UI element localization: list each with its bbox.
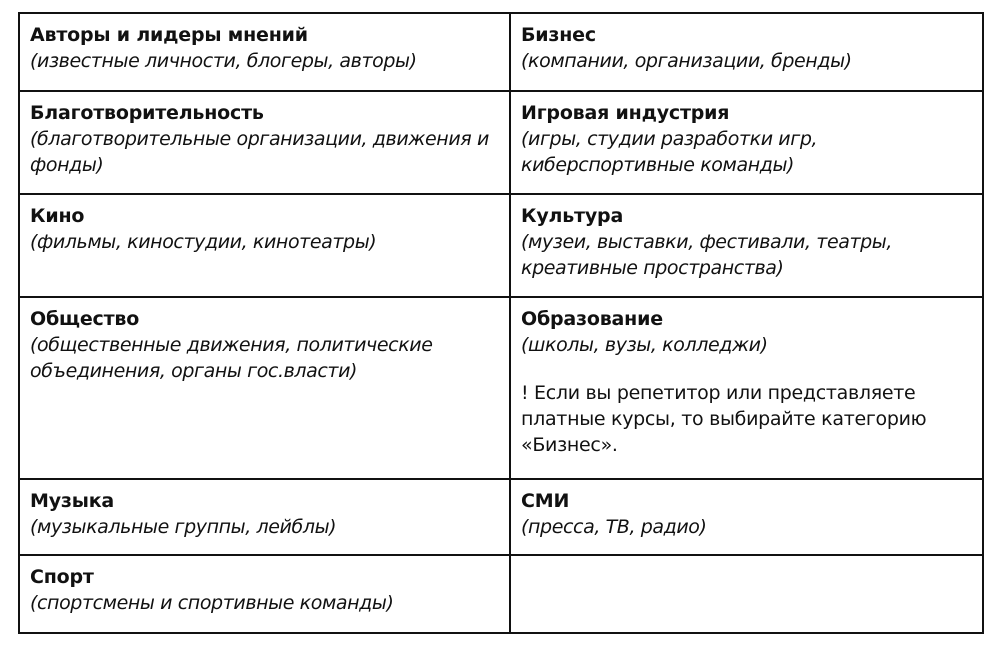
category-description: (спортсмены и спортивные команды) [30, 592, 394, 614]
category-description: (фильмы, киностудии, кинотеатры) [30, 231, 377, 253]
category-description: (компании, организации, бренды) [521, 50, 852, 72]
category-description: (благотворительные организации, движения и фонды) [30, 128, 489, 176]
category-cell [510, 194, 983, 297]
table-row [19, 194, 983, 297]
category-description: (известные личности, блогеры, авторы) [30, 50, 417, 72]
table-row [19, 91, 983, 194]
category-cell [510, 13, 983, 91]
category-title: Авторы и лидеры мнений [30, 24, 308, 46]
category-title: Благотворительность [30, 102, 264, 124]
category-cell [19, 479, 510, 555]
table-row [19, 479, 983, 555]
category-description: (пресса, ТВ, радио) [521, 516, 707, 538]
category-cell [510, 91, 983, 194]
category-title: Культура [521, 205, 624, 227]
table-row [19, 13, 983, 91]
category-description: (общественные движения, политические объединения, органы гос.власти) [30, 334, 433, 382]
category-cell [510, 479, 983, 555]
category-description: (игры, студии разработки игр, киберспортивные команды) [521, 128, 818, 176]
table-row [19, 555, 983, 633]
category-title: СМИ [521, 490, 570, 512]
category-title: Игровая индустрия [521, 102, 730, 124]
category-cell [19, 13, 510, 91]
category-title: Кино [30, 205, 85, 227]
category-note: ! Если вы репетитор или представляете платные курсы, то выбирайте категорию «Бизнес». [521, 382, 927, 456]
category-title: Общество [30, 308, 140, 330]
category-cell [510, 297, 983, 479]
categories-table [18, 12, 984, 634]
category-description: (школы, вузы, колледжи) [521, 334, 768, 356]
category-title: Бизнес [521, 24, 596, 46]
category-title: Образование [521, 308, 663, 330]
empty-cell [510, 555, 983, 633]
category-description: (музеи, выставки, фестивали, театры, креативные пространства) [521, 231, 893, 279]
category-cell [19, 91, 510, 194]
category-title: Спорт [30, 566, 94, 588]
category-description: (музыкальные группы, лейблы) [30, 516, 337, 538]
category-cell [19, 555, 510, 633]
category-cell [19, 297, 510, 479]
table-row [19, 297, 983, 479]
category-cell [19, 194, 510, 297]
category-title: Музыка [30, 490, 115, 512]
